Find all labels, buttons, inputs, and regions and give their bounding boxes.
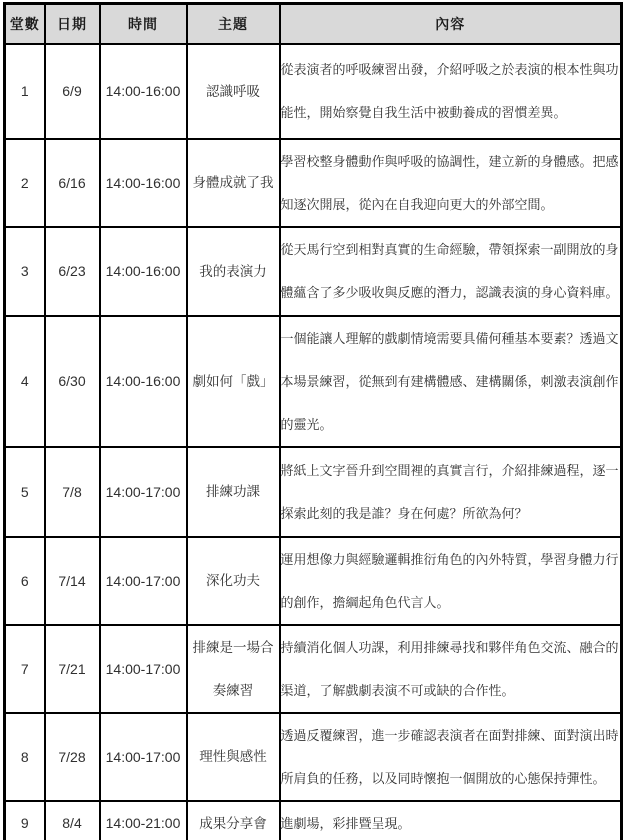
- cell-date: 8/4: [45, 801, 100, 840]
- cell-content: 從表演者的呼吸練習出發，介紹呼吸之於表演的根本性與功能性，開始察覺自我生活中被動養成的習慣差異。: [280, 44, 622, 139]
- cell-no: 5: [5, 447, 45, 537]
- cell-date: 6/23: [45, 227, 100, 316]
- table-row: [5, 801, 622, 840]
- column-header-time: 時間: [100, 4, 187, 44]
- column-header-topic: 主題: [187, 4, 280, 44]
- cell-content: 從天馬行空到相對真實的生命經驗，帶領探索一副開放的身體蘊含了多少吸收與反應的潛力，認識表演的身心資料庫。: [280, 227, 622, 316]
- table-header: [5, 4, 622, 44]
- cell-topic: 我的表演力: [187, 227, 280, 316]
- cell-date: 7/8: [45, 447, 100, 537]
- cell-content: 運用想像力與經驗邏輯推衍角色的內外特質，學習身體力行的創作，擔綱起角色代言人。: [280, 537, 622, 625]
- cell-no: 8: [5, 713, 45, 801]
- cell-content: 進劇場，彩排暨呈現。: [280, 801, 622, 840]
- cell-topic: 劇如何「戲」: [187, 316, 280, 447]
- cell-topic: 理性與感性: [187, 713, 280, 801]
- course-schedule-table: [3, 2, 623, 840]
- cell-no: 9: [5, 801, 45, 840]
- cell-topic: 成果分享會: [187, 801, 280, 840]
- table-row: [5, 227, 622, 316]
- cell-time: 14:00-16:00: [100, 227, 187, 316]
- cell-date: 7/14: [45, 537, 100, 625]
- cell-topic: 深化功夫: [187, 537, 280, 625]
- table-row: [5, 537, 622, 625]
- cell-no: 6: [5, 537, 45, 625]
- cell-date: 6/9: [45, 44, 100, 139]
- column-header-no: 堂數: [5, 4, 45, 44]
- table-row: [5, 625, 622, 713]
- cell-time: 14:00-16:00: [100, 44, 187, 139]
- cell-time: 14:00-17:00: [100, 625, 187, 713]
- table-body: [5, 44, 622, 840]
- cell-content: 學習校整身體動作與呼吸的協調性，建立新的身體感。把感知逐次開展，從內在自我迎向更大的外部空間。: [280, 139, 622, 227]
- cell-no: 2: [5, 139, 45, 227]
- cell-no: 4: [5, 316, 45, 447]
- header-row: [5, 4, 622, 44]
- cell-topic: 排練是一場合奏練習: [187, 625, 280, 713]
- cell-topic: 認識呼吸: [187, 44, 280, 139]
- cell-no: 7: [5, 625, 45, 713]
- cell-time: 14:00-17:00: [100, 713, 187, 801]
- cell-time: 14:00-16:00: [100, 316, 187, 447]
- table-row: [5, 139, 622, 227]
- cell-no: 1: [5, 44, 45, 139]
- table-row: [5, 447, 622, 537]
- cell-content: 將紙上文字晉升到空間裡的真實言行，介紹排練過程，逐一探索此刻的我是誰？身在何處？所欲為何？: [280, 447, 622, 537]
- column-header-content: 內容: [280, 4, 622, 44]
- cell-time: 14:00-17:00: [100, 537, 187, 625]
- cell-content: 一個能讓人理解的戲劇情境需要具備何種基本要素？透過文本場景練習，從無到有建構體感、建構關係，刺激表演創作的靈光。: [280, 316, 622, 447]
- cell-topic: 身體成就了我: [187, 139, 280, 227]
- cell-topic: 排練功課: [187, 447, 280, 537]
- cell-date: 7/28: [45, 713, 100, 801]
- cell-content: 透過反覆練習，進一步確認表演者在面對排練、面對演出時所肩負的任務，以及同時懷抱一個開放的心態保持彈性。: [280, 713, 622, 801]
- table-row: [5, 713, 622, 801]
- column-header-date: 日期: [45, 4, 100, 44]
- table-row: [5, 44, 622, 139]
- table-row: [5, 316, 622, 447]
- cell-content: 持續消化個人功課，利用排練尋找和夥伴角色交流、融合的渠道，了解戲劇表演不可或缺的合作性。: [280, 625, 622, 713]
- cell-date: 6/16: [45, 139, 100, 227]
- cell-time: 14:00-21:00: [100, 801, 187, 840]
- cell-no: 3: [5, 227, 45, 316]
- cell-time: 14:00-16:00: [100, 139, 187, 227]
- cell-date: 7/21: [45, 625, 100, 713]
- cell-time: 14:00-17:00: [100, 447, 187, 537]
- cell-date: 6/30: [45, 316, 100, 447]
